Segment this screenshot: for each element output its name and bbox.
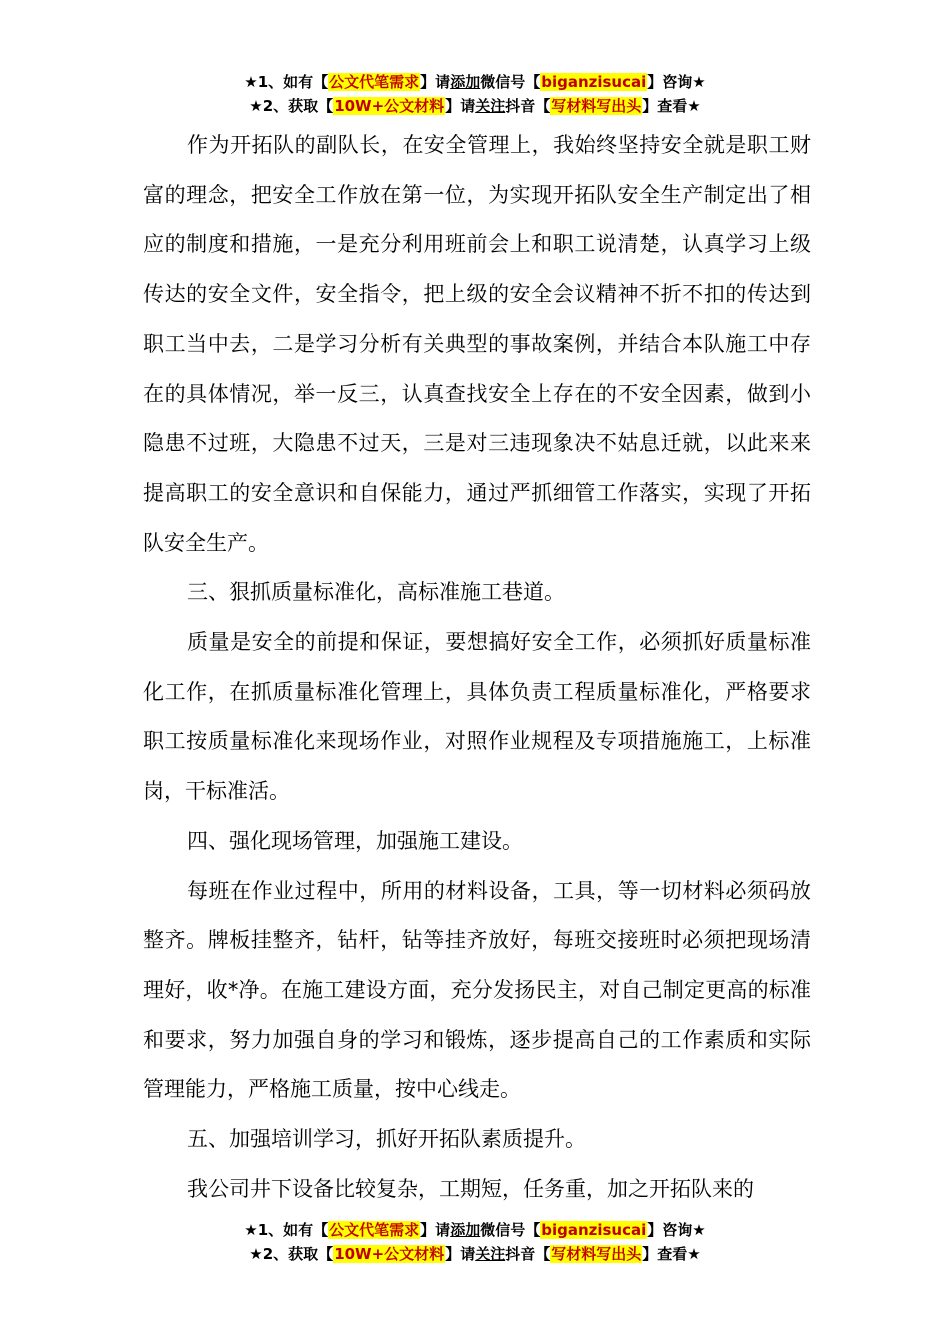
header-banner (0, 70, 950, 118)
banner-text: 】查看★ (642, 1245, 701, 1263)
banner-text: 】请 (445, 97, 476, 115)
banner-underlined-text: 添加 (450, 1221, 481, 1239)
banner-text: ★1、如有【 (244, 1221, 329, 1239)
banner-text: ★2、获取【 (249, 1245, 334, 1263)
paragraph-safety: 作为开拓队的副队长，在安全管理上，我始终坚持安全就是职工财富的理念，把安全工作放在第一位，为实现开拓队安全生产制定出了相应的制度和措施，一是充分利用班前会上和职工说清楚，认真学习上级传达的安全文件，安全指令，把上级的安全会议精神不折不扣的传达到职工当中去，二是学习分析有关典型的事故案例，并结合本队施工中存在的具体情况，举一反三，认真查找安全上存在的不安全因素，做到小隐患不过班，大隐患不过天，三是对三违现象决不姑息迁就，以此来来提高职工的安全意识和自保能力，通过严抓细管工作落实，实现了开拓队安全生产。 (143, 133, 811, 555)
banner-text: 】咨询★ (647, 73, 706, 91)
banner-highlight: biganzisucai (541, 73, 647, 91)
banner-text: 微信号【 (480, 1221, 541, 1239)
heading-training: 五、加强培训学习，抓好开拓队素质提升。 (187, 1127, 586, 1152)
banner-highlight: 写材料写出头 (551, 1245, 642, 1263)
banner-highlight: 10W+公文材料 (334, 97, 445, 115)
document-body (143, 121, 811, 1214)
banner-text: 】查看★ (642, 97, 701, 115)
heading-site-management: 四、强化现场管理，加强施工建设。 (187, 828, 523, 853)
banner-text: 】咨询★ (647, 1221, 706, 1239)
banner-text: 】请 (420, 73, 451, 91)
footer-banner (0, 1218, 950, 1266)
banner-underlined-text: 添加 (450, 73, 481, 91)
banner-text: 微信号【 (480, 73, 541, 91)
banner-line-1 (0, 70, 950, 94)
heading-quality: 三、狠抓质量标准化，高标准施工巷道。 (187, 580, 565, 605)
banner-text: 】请 (420, 1221, 451, 1239)
banner-highlight: 写材料写出头 (551, 97, 642, 115)
banner-line-1 (0, 1218, 950, 1242)
banner-text: 】请 (445, 1245, 476, 1263)
banner-text: 抖音【 (505, 97, 551, 115)
banner-highlight: 公文代笔需求 (329, 73, 420, 91)
paragraph-site-management: 每班在作业过程中，所用的材料设备，工具，等一切材料必须码放整齐。牌板挂整齐，钻杆，钻等挂齐放好，每班交接班时必须把现场清理好，收*净。在施工建设方面，充分发扬民主，对自己制定更高的标准和要求，努力加强自身的学习和锻炼，逐步提高自己的工作素质和实际管理能力，严格施工质量，按中心线走。 (143, 878, 811, 1102)
banner-highlight: 10W+公文材料 (334, 1245, 445, 1263)
banner-highlight: biganzisucai (541, 1221, 647, 1239)
banner-line-2 (0, 1242, 950, 1266)
banner-text: ★1、如有【 (244, 73, 329, 91)
banner-underlined-text: 关注 (475, 97, 506, 115)
paragraph-quality: 质量是安全的前提和保证，要想搞好安全工作，必须抓好质量标准化工作，在抓质量标准化管理上，具体负责工程质量标准化，严格要求职工按质量标准化来现场作业，对照作业规程及专项措施施工，上标准岗，干标准活。 (143, 630, 811, 804)
banner-line-2 (0, 94, 950, 118)
paragraph-training: 我公司井下设备比较复杂，工期短，任务重，加之开拓队来的 (187, 1176, 754, 1201)
banner-text: 抖音【 (505, 1245, 551, 1263)
banner-underlined-text: 关注 (475, 1245, 506, 1263)
banner-text: ★2、获取【 (249, 97, 334, 115)
banner-highlight: 公文代笔需求 (329, 1221, 420, 1239)
